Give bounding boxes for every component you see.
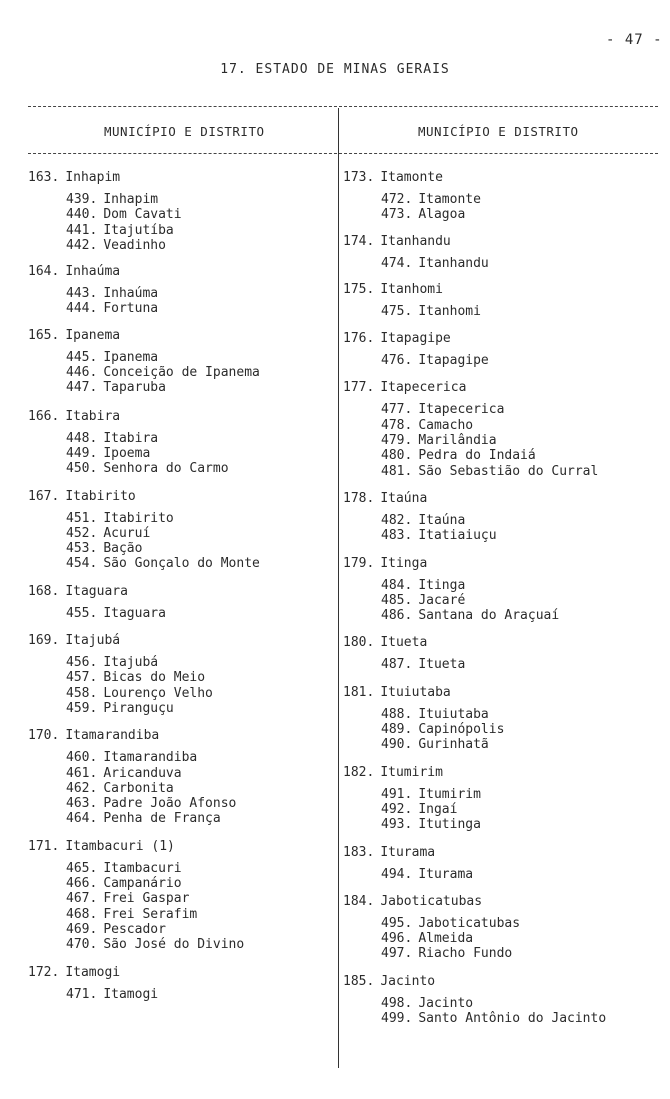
district-number: 445. bbox=[66, 349, 98, 365]
municipality-number: 177. bbox=[343, 380, 375, 396]
municipality-line bbox=[28, 409, 328, 425]
municipality-entry bbox=[28, 170, 328, 253]
municipality-line bbox=[28, 965, 328, 981]
district-number: 454. bbox=[66, 556, 98, 572]
municipality-number: 170. bbox=[28, 728, 60, 744]
district-line bbox=[343, 448, 663, 463]
municipality-number: 180. bbox=[343, 635, 375, 651]
district-line bbox=[343, 737, 663, 752]
district-name: Itajubá bbox=[103, 655, 159, 671]
district-line bbox=[28, 907, 328, 922]
municipality-entry bbox=[343, 491, 663, 544]
district-number: 488. bbox=[381, 706, 413, 722]
municipality-name: Ipanema bbox=[65, 327, 121, 343]
district-line bbox=[343, 707, 663, 722]
municipality-number: 183. bbox=[343, 844, 375, 860]
district-number: 453. bbox=[66, 541, 98, 557]
district-number: 439. bbox=[66, 192, 98, 207]
municipality-number: 169. bbox=[28, 633, 60, 649]
district-line bbox=[28, 876, 328, 891]
district-line bbox=[28, 446, 328, 461]
municipality-entry bbox=[28, 633, 328, 716]
municipality-number: 164. bbox=[28, 264, 60, 280]
municipality-line bbox=[28, 728, 328, 744]
municipality-number: 168. bbox=[28, 583, 60, 599]
municipality-name: Itueta bbox=[380, 635, 428, 651]
district-name: Frei Serafim bbox=[103, 906, 198, 922]
district-name: Bicas do Meio bbox=[103, 670, 206, 686]
district-name: Itaúna bbox=[418, 512, 466, 528]
district-number: 450. bbox=[66, 461, 98, 477]
district-number: 457. bbox=[66, 670, 98, 686]
district-line bbox=[343, 418, 663, 433]
district-number: 462. bbox=[66, 780, 98, 796]
municipality-name: Itumirim bbox=[380, 764, 443, 780]
district-name: Itamarandiba bbox=[103, 750, 198, 766]
municipality-entry bbox=[343, 974, 663, 1027]
district-line bbox=[28, 380, 328, 395]
district-name: Itabirito bbox=[103, 510, 174, 526]
district-name: Almeida bbox=[418, 931, 474, 947]
district-line bbox=[28, 781, 328, 796]
district-line bbox=[343, 931, 663, 946]
municipality-line bbox=[343, 556, 663, 572]
municipality-number: 163. bbox=[28, 170, 60, 185]
district-number: 458. bbox=[66, 685, 98, 701]
district-line bbox=[28, 701, 328, 716]
municipality-line bbox=[343, 894, 663, 910]
district-line bbox=[343, 464, 663, 479]
district-name: Taparuba bbox=[103, 380, 166, 396]
district-number: 473. bbox=[381, 207, 413, 223]
district-name: Santana do Araçuaí bbox=[418, 608, 560, 624]
district-number: 442. bbox=[66, 237, 98, 253]
municipality-entry bbox=[343, 380, 663, 478]
district-number: 499. bbox=[381, 1011, 413, 1027]
municipality-number: 184. bbox=[343, 893, 375, 909]
header-bottom-rule bbox=[28, 153, 658, 154]
district-line bbox=[343, 207, 663, 222]
district-name: São Sebastião do Curral bbox=[418, 463, 599, 479]
municipality-line bbox=[343, 635, 663, 651]
district-name: Padre João Afonso bbox=[103, 796, 237, 812]
municipality-name: Inhaúma bbox=[65, 264, 121, 280]
district-name: Penha de França bbox=[103, 811, 221, 827]
district-number: 492. bbox=[381, 801, 413, 817]
municipality-line bbox=[28, 633, 328, 649]
district-name: Veadinho bbox=[103, 237, 166, 253]
district-number: 466. bbox=[66, 876, 98, 892]
district-number: 456. bbox=[66, 655, 98, 671]
district-number: 475. bbox=[381, 303, 413, 319]
district-number: 464. bbox=[66, 811, 98, 827]
district-name: Itanhomi bbox=[418, 303, 481, 319]
district-line bbox=[28, 606, 328, 621]
district-number: 472. bbox=[381, 192, 413, 207]
municipality-name: Itapecerica bbox=[380, 380, 467, 396]
district-line bbox=[343, 608, 663, 623]
district-name: Ingaí bbox=[418, 801, 458, 817]
municipality-line bbox=[343, 685, 663, 701]
municipality-number: 172. bbox=[28, 964, 60, 980]
district-name: Fortuna bbox=[103, 301, 159, 317]
district-name: Itajutíba bbox=[103, 222, 174, 238]
district-line bbox=[343, 528, 663, 543]
district-name: Campanário bbox=[103, 876, 182, 892]
district-number: 461. bbox=[66, 765, 98, 781]
municipality-entry bbox=[28, 409, 328, 477]
municipality-entry bbox=[28, 584, 328, 621]
municipality-entry bbox=[28, 728, 328, 826]
district-name: Itambacuri bbox=[103, 860, 182, 876]
municipality-entry bbox=[28, 264, 328, 317]
municipality-entry bbox=[343, 894, 663, 962]
municipality-entry bbox=[28, 328, 328, 396]
district-number: 476. bbox=[381, 353, 413, 369]
district-number: 460. bbox=[66, 750, 98, 766]
district-name: Conceição de Ipanema bbox=[103, 365, 260, 381]
district-number: 470. bbox=[66, 937, 98, 953]
municipality-line bbox=[343, 170, 663, 186]
municipality-name: Itanhandu bbox=[380, 233, 451, 249]
municipality-entry bbox=[28, 489, 328, 572]
municipality-name: Itabira bbox=[65, 408, 121, 424]
municipality-name: Itamarandiba bbox=[65, 728, 160, 744]
municipality-name: Itaúna bbox=[380, 490, 428, 506]
district-name: Itaguara bbox=[103, 605, 166, 621]
district-name: São José do Divino bbox=[103, 937, 245, 953]
municipality-line bbox=[28, 264, 328, 280]
district-number: 481. bbox=[381, 463, 413, 479]
district-number: 471. bbox=[66, 986, 98, 1002]
district-name: Camacho bbox=[418, 417, 474, 433]
district-line bbox=[343, 402, 663, 417]
municipality-line bbox=[343, 974, 663, 990]
municipality-line bbox=[28, 839, 328, 855]
municipality-number: 171. bbox=[28, 838, 60, 854]
municipality-number: 165. bbox=[28, 327, 60, 343]
district-line bbox=[343, 722, 663, 737]
district-line bbox=[343, 1011, 663, 1026]
district-name: Santo Antônio do Jacinto bbox=[418, 1011, 607, 1027]
district-line bbox=[28, 223, 328, 238]
district-line bbox=[343, 304, 663, 319]
district-line bbox=[28, 207, 328, 222]
municipality-number: 175. bbox=[343, 281, 375, 297]
municipality-entry bbox=[28, 839, 328, 953]
district-name: Itamonte bbox=[418, 192, 481, 207]
municipality-name: Jaboticatubas bbox=[380, 893, 483, 909]
municipality-number: 173. bbox=[343, 170, 375, 185]
district-number: 448. bbox=[66, 430, 98, 446]
column-header-right: MUNICÍPIO E DISTRITO bbox=[418, 124, 579, 139]
district-name: Frei Gaspar bbox=[103, 891, 190, 907]
district-number: 443. bbox=[66, 286, 98, 302]
district-name: Senhora do Carmo bbox=[103, 461, 229, 477]
municipality-line bbox=[343, 491, 663, 507]
district-line bbox=[343, 256, 663, 271]
district-name: Gurinhatã bbox=[418, 737, 489, 753]
district-line bbox=[28, 286, 328, 301]
district-name: Ituiutaba bbox=[418, 706, 489, 722]
municipality-entry bbox=[343, 556, 663, 624]
district-line bbox=[343, 867, 663, 882]
municipality-line bbox=[28, 489, 328, 505]
district-name: Itapecerica bbox=[418, 402, 505, 418]
municipality-number: 185. bbox=[343, 973, 375, 989]
district-name: Itapagipe bbox=[418, 353, 489, 369]
district-name: Riacho Fundo bbox=[418, 946, 513, 962]
district-name: Marilândia bbox=[418, 433, 497, 449]
district-number: 452. bbox=[66, 525, 98, 541]
left-column bbox=[28, 170, 328, 1002]
municipality-line bbox=[28, 328, 328, 344]
district-name: Pedra do Indaiá bbox=[418, 448, 536, 464]
municipality-name: Itanhomi bbox=[380, 281, 443, 297]
municipality-entry bbox=[343, 234, 663, 271]
district-number: 465. bbox=[66, 860, 98, 876]
municipality-number: 167. bbox=[28, 488, 60, 504]
district-number: 474. bbox=[381, 255, 413, 271]
district-number: 455. bbox=[66, 605, 98, 621]
district-line bbox=[343, 946, 663, 961]
municipality-number: 181. bbox=[343, 684, 375, 700]
municipality-name: Iturama bbox=[380, 844, 436, 860]
district-name: Itatiaiuçu bbox=[418, 528, 497, 544]
page-title: 17. ESTADO DE MINAS GERAIS bbox=[220, 62, 450, 77]
district-number: 451. bbox=[66, 510, 98, 526]
district-name: Ipoema bbox=[103, 445, 151, 461]
district-number: 444. bbox=[66, 301, 98, 317]
district-name: Jacaré bbox=[418, 592, 466, 608]
district-number: 484. bbox=[381, 577, 413, 593]
municipality-entry bbox=[343, 282, 663, 319]
district-line bbox=[28, 541, 328, 556]
district-line bbox=[28, 891, 328, 906]
district-name: Alagoa bbox=[418, 207, 466, 223]
district-name: Itinga bbox=[418, 577, 466, 593]
district-line bbox=[28, 301, 328, 316]
district-line bbox=[28, 861, 328, 876]
municipality-line bbox=[343, 234, 663, 250]
district-number: 487. bbox=[381, 657, 413, 673]
municipality-name: Itapagipe bbox=[380, 331, 451, 347]
municipality-number: 176. bbox=[343, 331, 375, 347]
district-number: 449. bbox=[66, 445, 98, 461]
municipality-entry bbox=[28, 965, 328, 1002]
district-number: 467. bbox=[66, 891, 98, 907]
municipality-name: Itinga bbox=[380, 555, 428, 571]
district-line bbox=[343, 802, 663, 817]
municipality-name: Jacinto bbox=[380, 973, 436, 989]
municipality-line bbox=[343, 845, 663, 861]
district-number: 459. bbox=[66, 700, 98, 716]
district-line bbox=[28, 365, 328, 380]
municipality-name: Itamonte bbox=[380, 170, 443, 185]
district-name: Jaboticatubas bbox=[418, 915, 521, 931]
district-number: 446. bbox=[66, 365, 98, 381]
municipality-entry bbox=[343, 765, 663, 833]
district-number: 469. bbox=[66, 921, 98, 937]
district-name: Lourenço Velho bbox=[103, 685, 213, 701]
district-line bbox=[28, 766, 328, 781]
district-name: Itumirim bbox=[418, 786, 481, 802]
district-name: Itanhandu bbox=[418, 255, 489, 271]
district-number: 440. bbox=[66, 207, 98, 223]
district-name: Inhapim bbox=[103, 192, 159, 207]
district-line bbox=[28, 796, 328, 811]
municipality-number: 179. bbox=[343, 555, 375, 571]
municipality-entry bbox=[343, 685, 663, 753]
district-number: 494. bbox=[381, 866, 413, 882]
district-name: Acuruí bbox=[103, 525, 151, 541]
district-line bbox=[28, 670, 328, 685]
municipality-name: Itabirito bbox=[65, 488, 136, 504]
municipality-entry bbox=[343, 170, 663, 223]
district-name: Aricanduva bbox=[103, 765, 182, 781]
municipality-entry bbox=[343, 331, 663, 368]
header-top-rule bbox=[28, 106, 658, 107]
district-name: Piranguçu bbox=[103, 700, 174, 716]
district-name: Bação bbox=[103, 541, 143, 557]
district-line bbox=[28, 987, 328, 1002]
column-header-left: MUNICÍPIO E DISTRITO bbox=[104, 124, 265, 139]
district-line bbox=[28, 431, 328, 446]
district-line bbox=[28, 686, 328, 701]
municipality-name: Itambacuri (1) bbox=[65, 838, 175, 854]
municipality-name: Ituiutaba bbox=[380, 684, 451, 700]
page-number: - 47 - bbox=[606, 32, 663, 48]
district-number: 478. bbox=[381, 417, 413, 433]
district-number: 486. bbox=[381, 608, 413, 624]
district-line bbox=[343, 657, 663, 672]
district-number: 496. bbox=[381, 931, 413, 947]
district-line bbox=[343, 916, 663, 931]
district-line bbox=[28, 461, 328, 476]
district-line bbox=[28, 922, 328, 937]
district-line bbox=[28, 556, 328, 571]
municipality-line bbox=[343, 765, 663, 781]
municipality-number: 166. bbox=[28, 408, 60, 424]
district-name: Itabira bbox=[103, 430, 159, 446]
district-line bbox=[28, 750, 328, 765]
column-divider bbox=[338, 108, 339, 1068]
district-name: Jacinto bbox=[418, 995, 474, 1011]
district-name: Carbonita bbox=[103, 780, 174, 796]
municipality-line bbox=[28, 584, 328, 600]
municipality-line bbox=[343, 282, 663, 298]
district-number: 441. bbox=[66, 222, 98, 238]
municipality-name: Inhapim bbox=[65, 170, 121, 185]
district-line bbox=[343, 817, 663, 832]
district-line bbox=[28, 238, 328, 253]
district-number: 468. bbox=[66, 906, 98, 922]
district-line bbox=[343, 513, 663, 528]
district-number: 463. bbox=[66, 796, 98, 812]
district-number: 480. bbox=[381, 448, 413, 464]
district-name: São Gonçalo do Monte bbox=[103, 556, 260, 572]
right-column bbox=[343, 170, 663, 1026]
district-line bbox=[343, 578, 663, 593]
district-name: Ipanema bbox=[103, 349, 159, 365]
district-number: 447. bbox=[66, 380, 98, 396]
district-number: 485. bbox=[381, 592, 413, 608]
municipality-line bbox=[28, 170, 328, 186]
district-line bbox=[343, 192, 663, 207]
district-number: 497. bbox=[381, 946, 413, 962]
district-line bbox=[28, 526, 328, 541]
municipality-line bbox=[343, 380, 663, 396]
district-line bbox=[28, 511, 328, 526]
district-line bbox=[343, 433, 663, 448]
district-name: Dom Cavati bbox=[103, 207, 182, 223]
municipality-name: Itaguara bbox=[65, 583, 128, 599]
district-name: Itamogi bbox=[103, 986, 159, 1002]
district-name: Itueta bbox=[418, 657, 466, 673]
district-number: 491. bbox=[381, 786, 413, 802]
municipality-number: 178. bbox=[343, 490, 375, 506]
district-number: 482. bbox=[381, 512, 413, 528]
district-number: 495. bbox=[381, 915, 413, 931]
district-number: 477. bbox=[381, 402, 413, 418]
district-number: 489. bbox=[381, 722, 413, 738]
district-line bbox=[343, 593, 663, 608]
district-number: 490. bbox=[381, 737, 413, 753]
municipality-number: 182. bbox=[343, 764, 375, 780]
district-number: 483. bbox=[381, 528, 413, 544]
district-line bbox=[28, 655, 328, 670]
district-line bbox=[343, 996, 663, 1011]
district-line bbox=[28, 937, 328, 952]
district-line bbox=[28, 350, 328, 365]
district-number: 479. bbox=[381, 433, 413, 449]
district-line bbox=[343, 787, 663, 802]
district-number: 498. bbox=[381, 995, 413, 1011]
district-name: Itutinga bbox=[418, 817, 481, 833]
district-name: Inhaúma bbox=[103, 286, 159, 302]
district-number: 493. bbox=[381, 817, 413, 833]
district-line bbox=[28, 811, 328, 826]
municipality-name: Itamogi bbox=[65, 964, 121, 980]
municipality-name: Itajubá bbox=[65, 633, 121, 649]
municipality-line bbox=[343, 331, 663, 347]
municipality-number: 174. bbox=[343, 233, 375, 249]
municipality-entry bbox=[343, 635, 663, 672]
district-name: Capinópolis bbox=[418, 722, 505, 738]
district-name: Pescador bbox=[103, 921, 166, 937]
municipality-entry bbox=[343, 845, 663, 882]
district-line bbox=[28, 192, 328, 207]
district-line bbox=[343, 353, 663, 368]
district-name: Iturama bbox=[418, 866, 474, 882]
